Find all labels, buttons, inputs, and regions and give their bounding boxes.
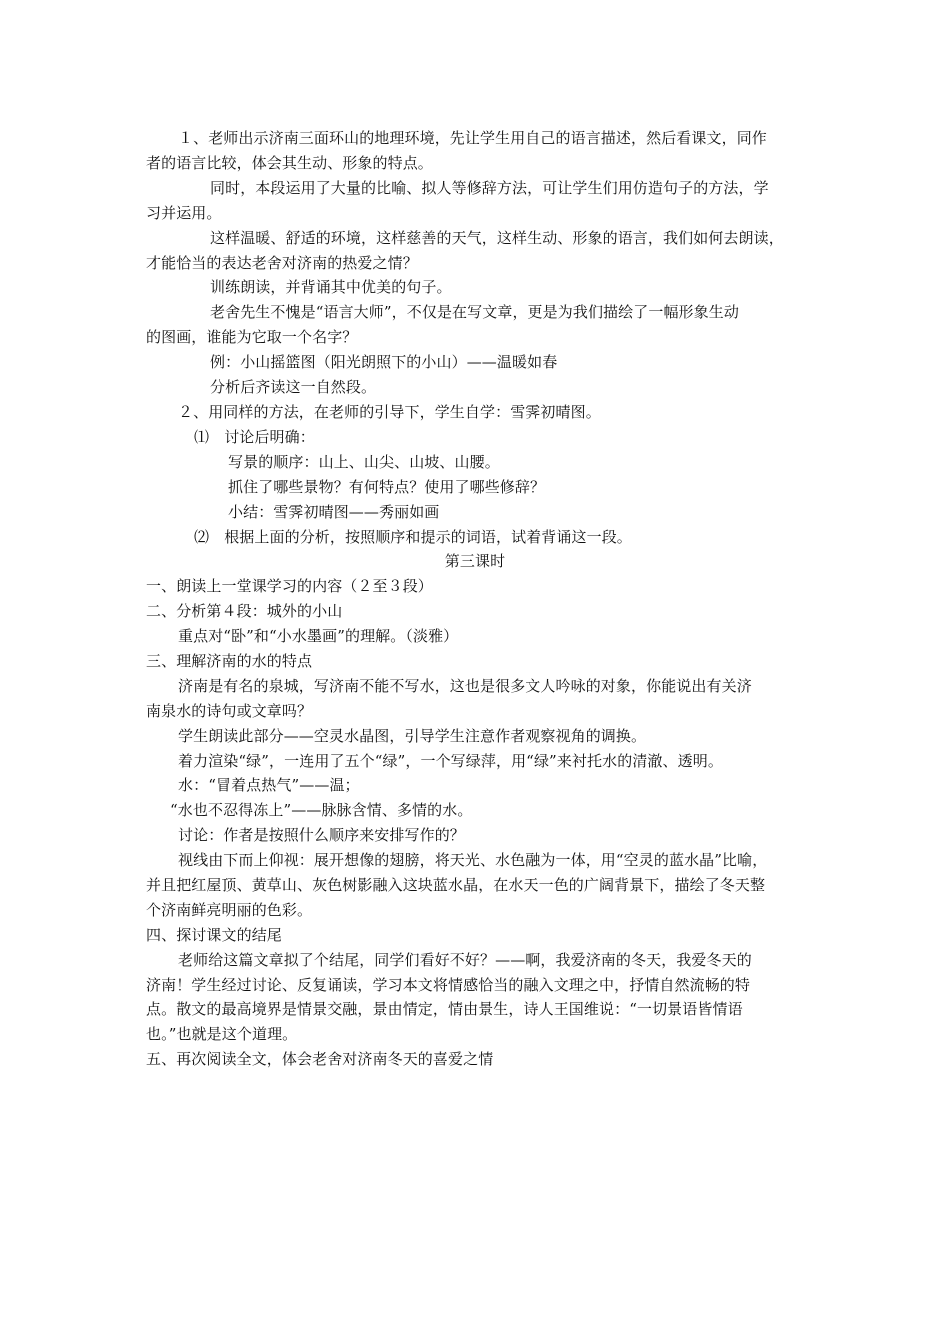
paragraph-line: ２、用同样的方法，在老师的引导下，学生自学：雪霁初晴图。 <box>178 403 601 421</box>
paragraph-line: 着力渲染“绿”，一连用了五个“绿”，一个写绿萍，用“绿”来衬托水的清澈、透明。 <box>178 752 723 770</box>
paragraph-line: 小结：雪霁初晴图——秀丽如画 <box>228 503 440 521</box>
paragraph-line: 重点对“卧”和“小水墨画”的理解。（淡雅） <box>178 627 459 645</box>
paragraph-line: “水也不忍得冻上”——脉脉含情、多情的水。 <box>170 801 473 819</box>
paragraph-line: 水：“冒着点热气”——温； <box>178 776 360 794</box>
paragraph-line: 者的语言比较，体会其生动、形象的特点。 <box>146 154 433 172</box>
paragraph-line: 写景的顺序：山上、山尖、山坡、山腰。 <box>228 453 500 471</box>
paragraph-line: 同时，本段运用了大量的比喻、拟人等修辞方法，可让学生们用仿造句子的方法，学 <box>210 179 769 197</box>
paragraph-line: ⑴ 讨论后明确： <box>194 428 315 446</box>
paragraph-line: 的图画，谁能为它取一个名字？ <box>146 328 358 346</box>
paragraph-line: 老舍先生不愧是“语言大师”，不仅是在写文章，更是为我们描绘了一幅形象生动 <box>210 303 739 321</box>
paragraph-line: 也。”也就是这个道理。 <box>146 1025 298 1043</box>
paragraph-line: 南泉水的诗句或文章吗？ <box>146 702 313 720</box>
paragraph-line: 老师给这篇文章拟了个结尾，同学们看好不好？——啊，我爱济南的冬天，我爱冬天的 <box>178 951 752 969</box>
paragraph-line: 济南！学生经过讨论、反复诵读，学习本文将情感恰当的融入文理之中，抒情自然流畅的特 <box>146 976 751 994</box>
paragraph-line: 济南是有名的泉城，写济南不能不写水，这也是很多文人吟咏的对象，你能说出有关济 <box>178 677 752 695</box>
paragraph-line: 才能恰当的表达老舍对济南的热爱之情？ <box>146 254 418 272</box>
paragraph-line: 学生朗读此部分——空灵水晶图，引导学生注意作者观察视角的调换。 <box>178 727 647 745</box>
section-title: 二、分析第４段：城外的小山 <box>146 602 343 620</box>
section-title: 三、理解济南的水的特点 <box>146 652 313 670</box>
paragraph-line: 点。散文的最高境界是情景交融，景由情定，情由景生，诗人王国维说：“一切景语皆情语 <box>146 1000 743 1018</box>
paragraph-line: 训练朗读，并背诵其中优美的句子。 <box>210 278 452 296</box>
paragraph-line: 分析后齐读这一自然段。 <box>210 378 377 396</box>
section-heading: 第三课时 <box>444 552 506 570</box>
section-title: 五、再次阅读全文，体会老舍对济南冬天的喜爱之情 <box>146 1050 494 1068</box>
paragraph-line: 这样温暖、舒适的环境，这样慈善的天气，这样生动、形象的语言，我们如何去朗读， <box>210 229 784 247</box>
paragraph-line: 抓住了哪些景物？有何特点？使用了哪些修辞？ <box>228 478 546 496</box>
paragraph-line: 例：小山摇篮图（阳光朗照下的小山）——温暖如春 <box>210 353 558 371</box>
paragraph-line: ⑵ 根据上面的分析，按照顺序和提示的词语，试着背诵这一段。 <box>194 528 632 546</box>
section-title: 一、朗读上一堂课学习的内容（２至３段） <box>146 577 433 595</box>
section-title: 四、探讨课文的结尾 <box>146 926 282 944</box>
paragraph-line: 讨论：作者是按照什么顺序来安排写作的？ <box>178 826 465 844</box>
paragraph-line: １、老师出示济南三面环山的地理环境，先让学生用自己的语言描述，然后看课文，同作 <box>178 129 767 147</box>
paragraph-line: 视线由下而上仰视：展开想像的翅膀，将天光、水色融为一体，用“空灵的蓝水晶”比喻， <box>178 851 768 869</box>
paragraph-line: 习并运用。 <box>146 204 222 222</box>
paragraph-line: 个济南鲜亮明丽的色彩。 <box>146 901 313 919</box>
paragraph-line: 并且把红屋顶、黄草山、灰色树影融入这块蓝水晶，在水天一色的广阔背景下，描绘了冬天整 <box>146 876 766 894</box>
